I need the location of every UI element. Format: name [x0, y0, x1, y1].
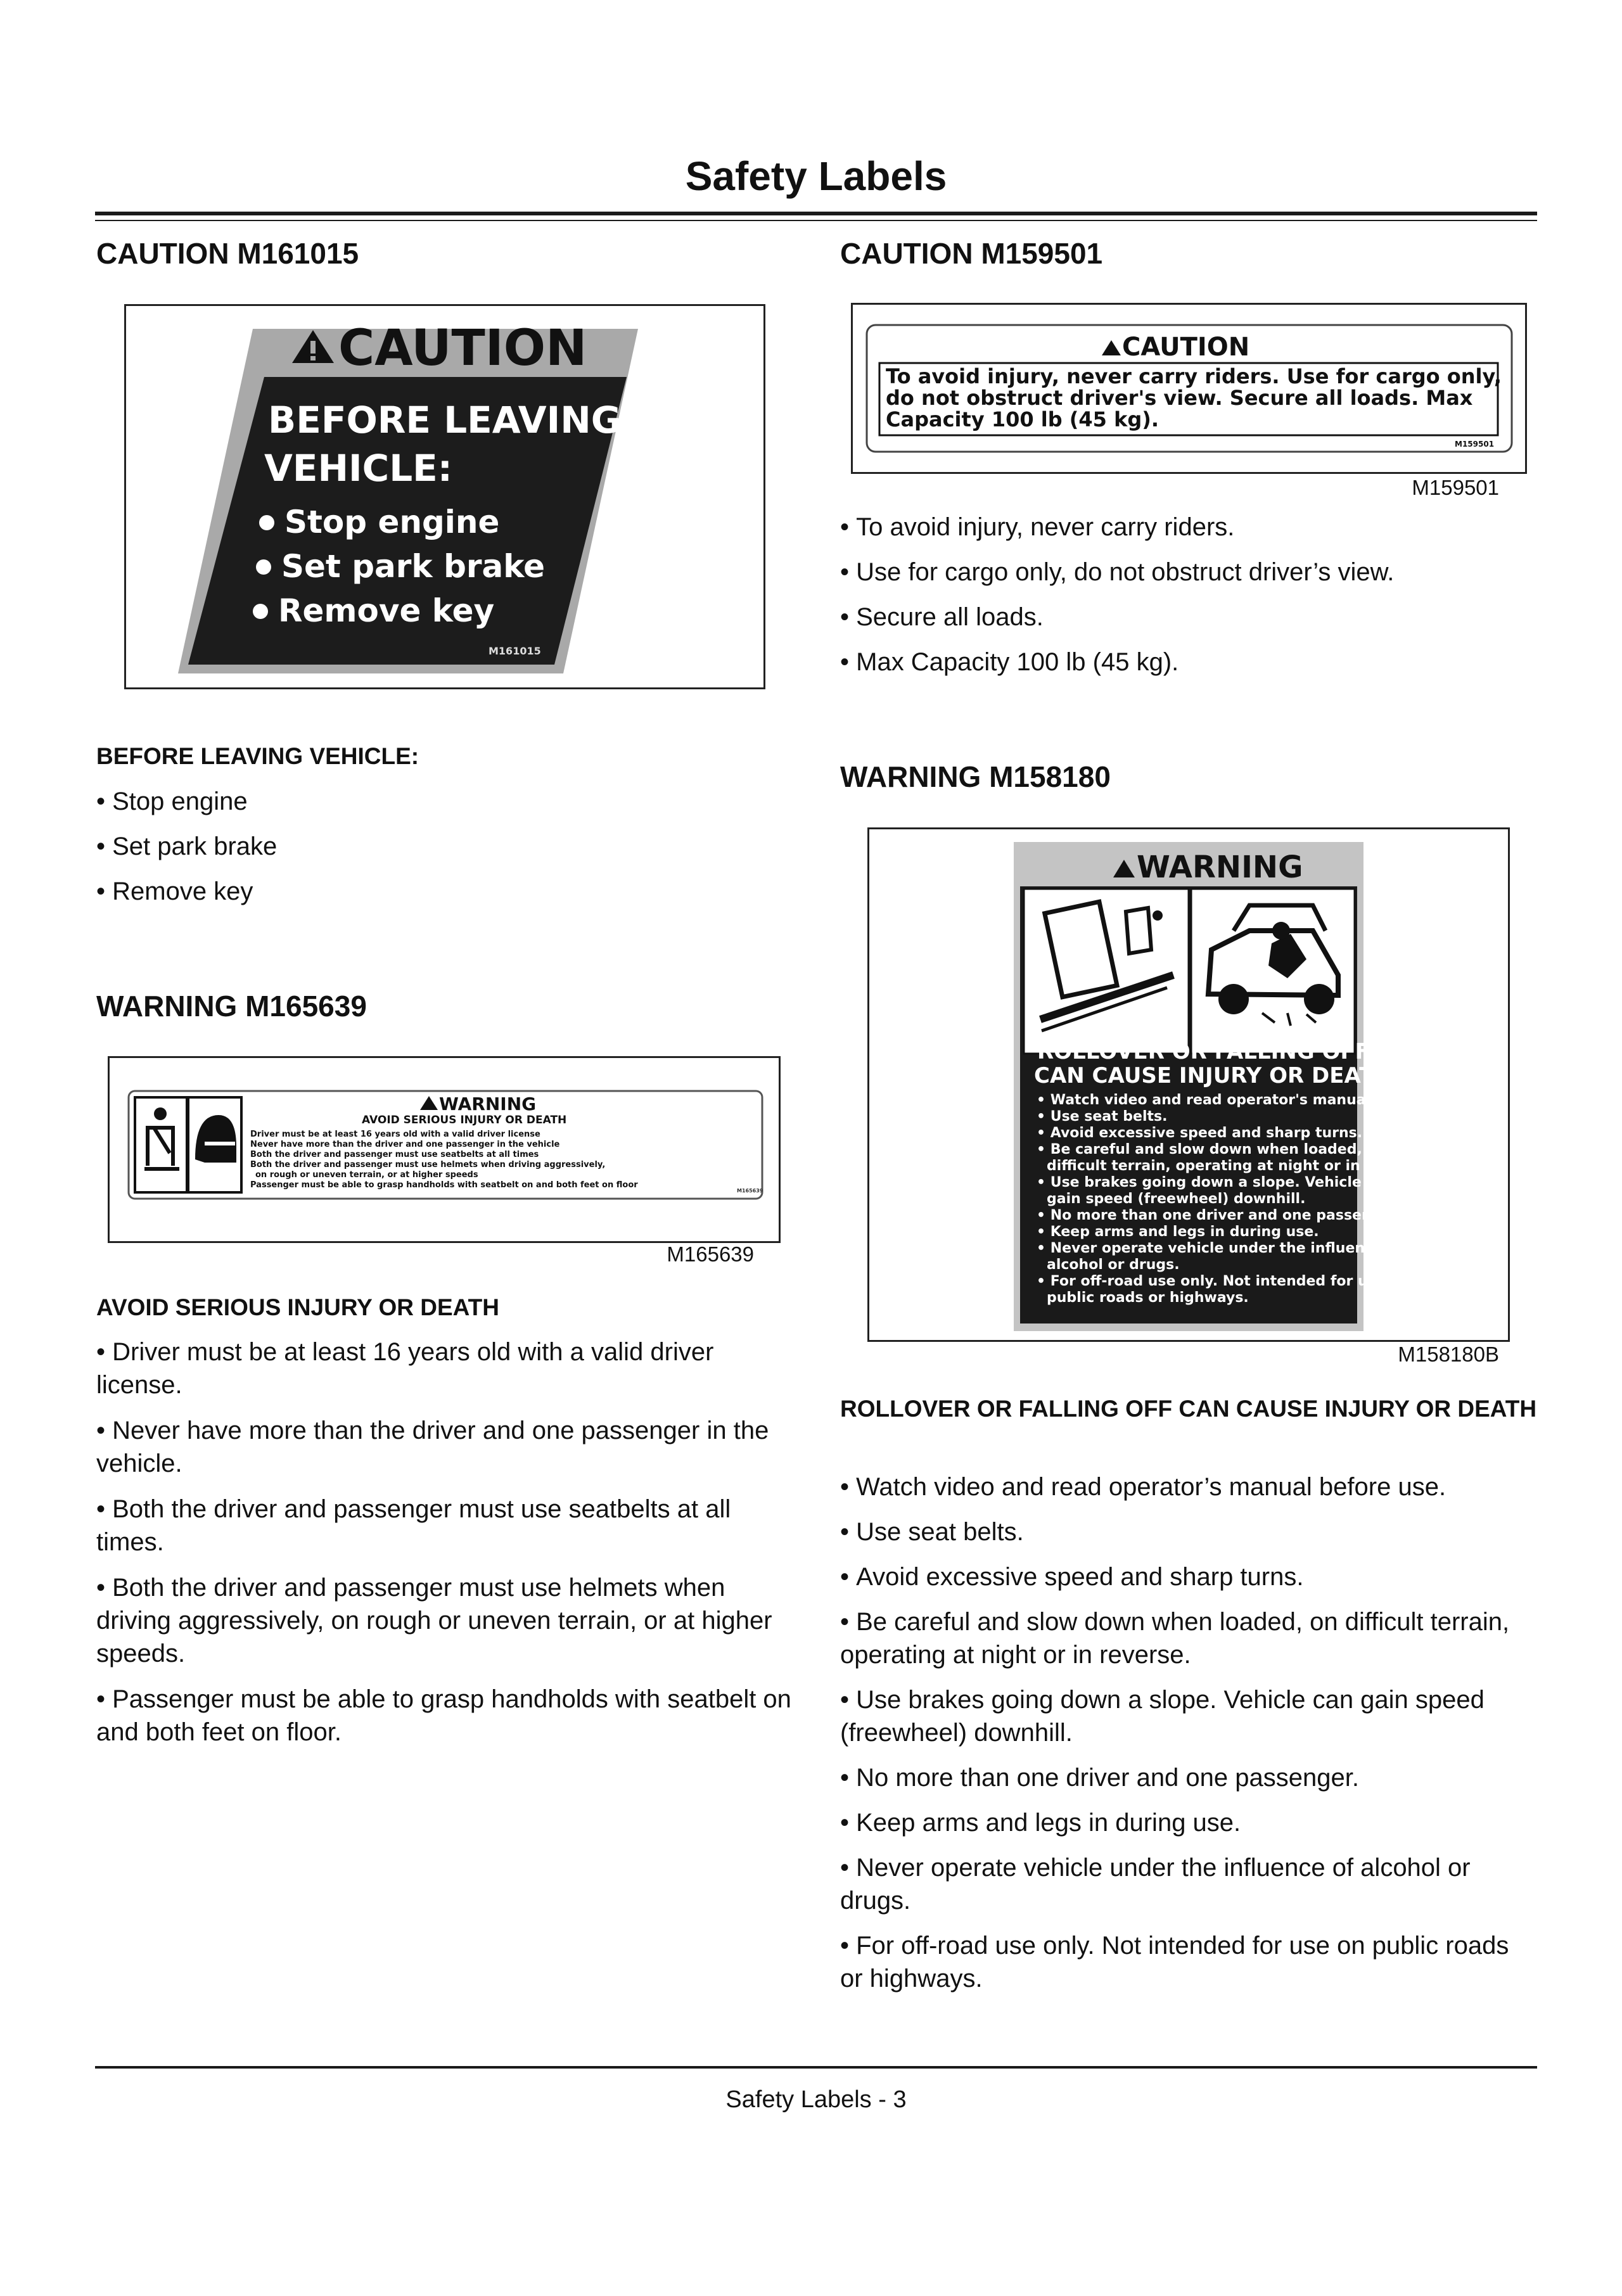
- list-item: • Driver must be at least 16 years old with a valid driver license.: [96, 1336, 801, 1401]
- warning-m158180-figure-code: M158180B: [1398, 1343, 1499, 1366]
- decal-line: on rough or uneven terrain, or at higher speeds: [255, 1170, 478, 1180]
- caution-m161015-figure: [124, 304, 765, 689]
- list-item: • Stop engine: [96, 785, 793, 818]
- list-item: • Secure all loads.: [840, 601, 1537, 634]
- decal-line: • Use brakes going down a slope. Vehicle can: [1037, 1175, 1394, 1190]
- decal-code: M165639: [737, 1188, 763, 1194]
- decal-title-line1: BEFORE LEAVING: [268, 399, 622, 442]
- caution-m159501-figure: [851, 303, 1527, 474]
- page-title: Safety Labels: [685, 153, 947, 199]
- decal-line: difficult terrain, operating at night or in reverse.: [1047, 1158, 1430, 1174]
- decal-signal-text: WARNING: [1137, 850, 1303, 885]
- caution-m159501-figure-code: M159501: [1412, 476, 1499, 499]
- warning-m158180-heading: WARNING M158180: [840, 760, 1111, 793]
- caution-m159501-bullets: [840, 511, 1537, 679]
- warning-m165639-heading: WARNING M165639: [96, 990, 367, 1023]
- title-rule-thick: [95, 212, 1537, 215]
- decal-signal-text: CAUTION: [338, 320, 587, 377]
- warning-m165639-decal: [110, 1058, 779, 1241]
- decal-line: • For off-road use only. Not intended for use on: [1037, 1273, 1410, 1289]
- decal-line: To avoid injury, never carry riders. Use for cargo only,: [886, 364, 1502, 388]
- caution-m161015-bullets: [96, 785, 793, 908]
- list-item: • Use seat belts.: [840, 1515, 1537, 1548]
- decal-line: public roads or highways.: [1047, 1290, 1249, 1306]
- decal-title-line1: ROLLOVER OR FALLING OFF: [1037, 1039, 1370, 1064]
- list-item: • Be careful and slow down when loaded, on difficult terrain, operating at night or in reverse.: [840, 1605, 1537, 1671]
- decal-line: Driver must be at least 16 years old with a valid driver license: [250, 1130, 540, 1139]
- decal-item: Set park brake: [281, 548, 546, 585]
- page-footer: Safety Labels - 3: [725, 2086, 907, 2113]
- warning-m158180-subheading: ROLLOVER OR FALLING OFF CAN CAUSE INJURY OR DEATH: [840, 1396, 1537, 1422]
- list-item: • For off-road use only. Not intended for use on public roads or highways.: [840, 1929, 1537, 1995]
- list-item: • Remove key: [96, 875, 793, 908]
- decal-line: Never have more than the driver and one passenger in the vehicle: [250, 1140, 560, 1149]
- title-rule-thin: [95, 220, 1537, 221]
- decal-line: Passenger must be able to grasp handholds with seatbelt on and both feet on floor: [250, 1180, 638, 1190]
- decal-line: Both the driver and passenger must use helmets when driving aggressively,: [250, 1160, 606, 1170]
- decal-signal-text: WARNING: [439, 1094, 537, 1114]
- decal-line: gain speed (freewheel) downhill.: [1047, 1191, 1306, 1207]
- list-item: • Set park brake: [96, 830, 793, 863]
- list-item: • Use brakes going down a slope. Vehicle can gain speed (freewheel) downhill.: [840, 1683, 1537, 1749]
- caution-m159501-decal: [853, 305, 1525, 472]
- decal-item: Remove key: [278, 592, 495, 629]
- list-item: • Never operate vehicle under the influence of alcohol or drugs.: [840, 1851, 1537, 1917]
- caution-m161015-decal: [126, 306, 763, 687]
- warning-m165639-bullets: [96, 1336, 801, 1749]
- list-item: • Avoid excessive speed and sharp turns.: [840, 1560, 1537, 1593]
- warning-m158180-decal: [869, 829, 1508, 1340]
- decal-code: M159501: [1455, 440, 1495, 449]
- caution-m161015-subheading: BEFORE LEAVING VEHICLE:: [96, 743, 419, 769]
- footer-rule: [95, 2066, 1537, 2069]
- list-item: • No more than one driver and one passenger.: [840, 1761, 1537, 1794]
- list-item: • Watch video and read operator’s manual before use.: [840, 1470, 1537, 1503]
- decal-item: Stop engine: [284, 504, 500, 540]
- decal-line: • Keep arms and legs in during use.: [1037, 1224, 1319, 1240]
- list-item: • Passenger must be able to grasp handholds with seatbelt on and both feet on floor.: [96, 1683, 801, 1749]
- decal-line: • No more than one driver and one passenger.: [1037, 1208, 1402, 1223]
- decal-title-line2: VEHICLE:: [264, 447, 452, 490]
- list-item: • Use for cargo only, do not obstruct driver’s view.: [840, 556, 1537, 589]
- list-item: • Never have more than the driver and one passenger in the vehicle.: [96, 1414, 801, 1480]
- list-item: • Max Capacity 100 lb (45 kg).: [840, 646, 1537, 679]
- warning-m158180-figure: [867, 827, 1510, 1342]
- list-item: • To avoid injury, never carry riders.: [840, 511, 1537, 544]
- list-item: • Keep arms and legs in during use.: [840, 1806, 1537, 1839]
- decal-line: do not obstruct driver's view. Secure all loads. Max: [886, 386, 1473, 410]
- decal-line: • Be careful and slow down when loaded, on: [1037, 1142, 1387, 1158]
- warning-m165639-subheading: AVOID SERIOUS INJURY OR DEATH: [96, 1294, 499, 1320]
- warning-m165639-figure: [108, 1056, 781, 1243]
- warning-m165639-figure-code: M165639: [667, 1242, 754, 1266]
- warning-m158180-bullets: [840, 1470, 1537, 1995]
- decal-code: M161015: [489, 645, 541, 657]
- decal-line: • Watch video and read operator's manual before use.: [1037, 1092, 1465, 1108]
- list-item: • Both the driver and passenger must use helmets when driving aggressively, on rough or uneven terrain, or at higher speeds.: [96, 1571, 801, 1670]
- decal-line: Capacity 100 lb (45 kg).: [886, 407, 1159, 431]
- decal-line: • Never operate vehicle under the influence of: [1037, 1240, 1403, 1256]
- decal-line: • Use seat belts.: [1037, 1109, 1168, 1125]
- decal-line: • Avoid excessive speed and sharp turns.: [1037, 1125, 1363, 1141]
- caution-m159501-heading: CAUTION M159501: [840, 237, 1103, 270]
- decal-line: alcohol or drugs.: [1047, 1257, 1180, 1273]
- decal-line: Both the driver and passenger must use seatbelts at all times: [250, 1150, 539, 1159]
- caution-m161015-heading: CAUTION M161015: [96, 237, 359, 270]
- decal-title-line2: CAN CAUSE INJURY OR DEATH: [1034, 1063, 1392, 1088]
- decal-subtitle: AVOID SERIOUS INJURY OR DEATH: [362, 1114, 567, 1126]
- list-item: • Both the driver and passenger must use seatbelts at all times.: [96, 1493, 801, 1559]
- decal-signal-text: CAUTION: [1122, 333, 1250, 362]
